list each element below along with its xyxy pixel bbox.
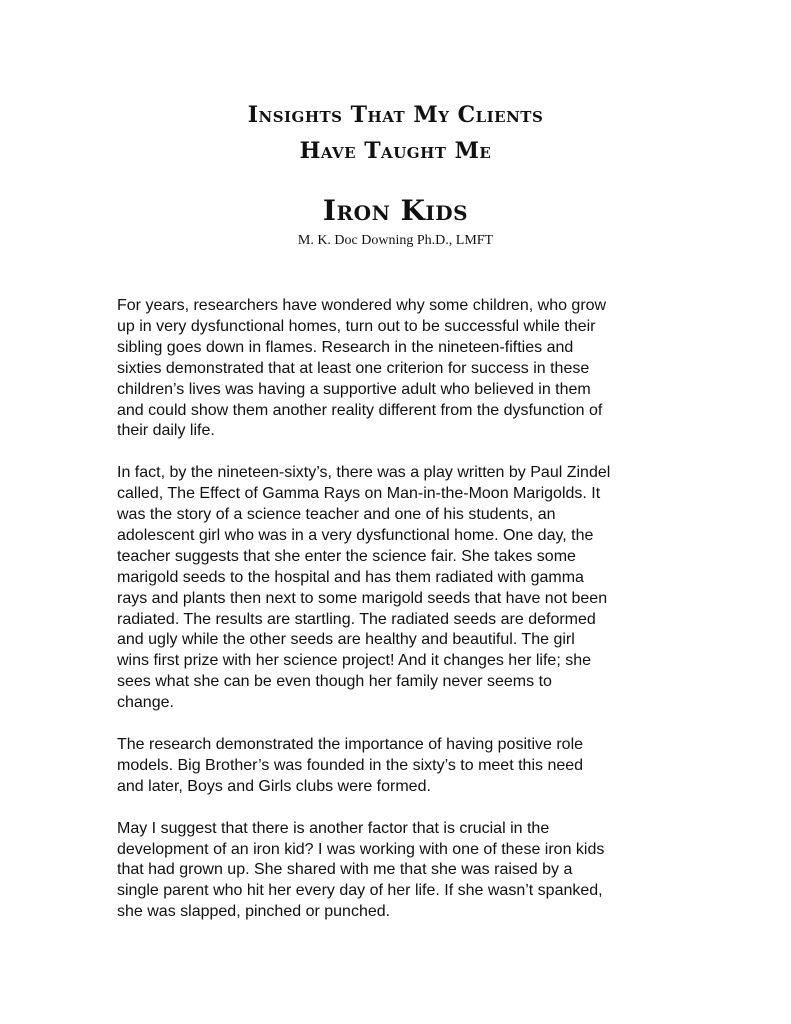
series-title-line-1: Insights That My Clients — [247, 102, 544, 128]
body-paragraph-4: May I suggest that there is another factor that is crucial in the development of an iron kid? I was working with one of these iron kids that had grown up. She shared with me that she was raised by a single parent who hit her every day of her life. If she wasn’t spanked, she was slapped, pinched or punched. — [117, 819, 605, 921]
body-paragraph-3: The research demonstrated the importance of having positive role models. Big Brother’s was founded in the sixty’s to meet this need and later, Boys and Girls clubs were formed. — [117, 736, 584, 795]
body-paragraph-2: In fact, by the nineteen-sixty’s, there was a play written by Paul Zindel called, The Effect of Gamma Rays on Man-in-the-Moon Marigolds. It was the story of a science teacher and one of his students, an adolescent girl who was in a very dysfunctional home. One day, the teacher suggests that she enter the science fair. She takes some marigold seeds to the hospital and has them radiated with gamma rays and plants then next to some marigold seeds that have not been radiated. The results are startling. The radiated seeds are deformed and ugly while the other seeds are healthy and beautiful. The girl wins first prize with her science project! And it changes her life; she sees what she can be even though her family never seems to change. — [117, 464, 611, 712]
article-body — [117, 296, 677, 944]
series-title — [0, 97, 791, 169]
body-paragraph-1: For years, researchers have wondered why some children, who grow up in very dysfunctional homes, turn out to be successful while their sibling goes down in flames. Research in the nineteen-fifties and sixties demonstrated that at least one criterion for success in these children’s lives was having a supportive adult who believed in them and could show them another reality different from the dysfunction of their daily life. — [117, 297, 607, 440]
author-byline: M. K. Doc Downing Ph.D., LMFT — [297, 233, 494, 248]
series-title-line-2: Have Taught Me — [299, 138, 492, 164]
article-title: Iron Kids — [322, 194, 469, 227]
